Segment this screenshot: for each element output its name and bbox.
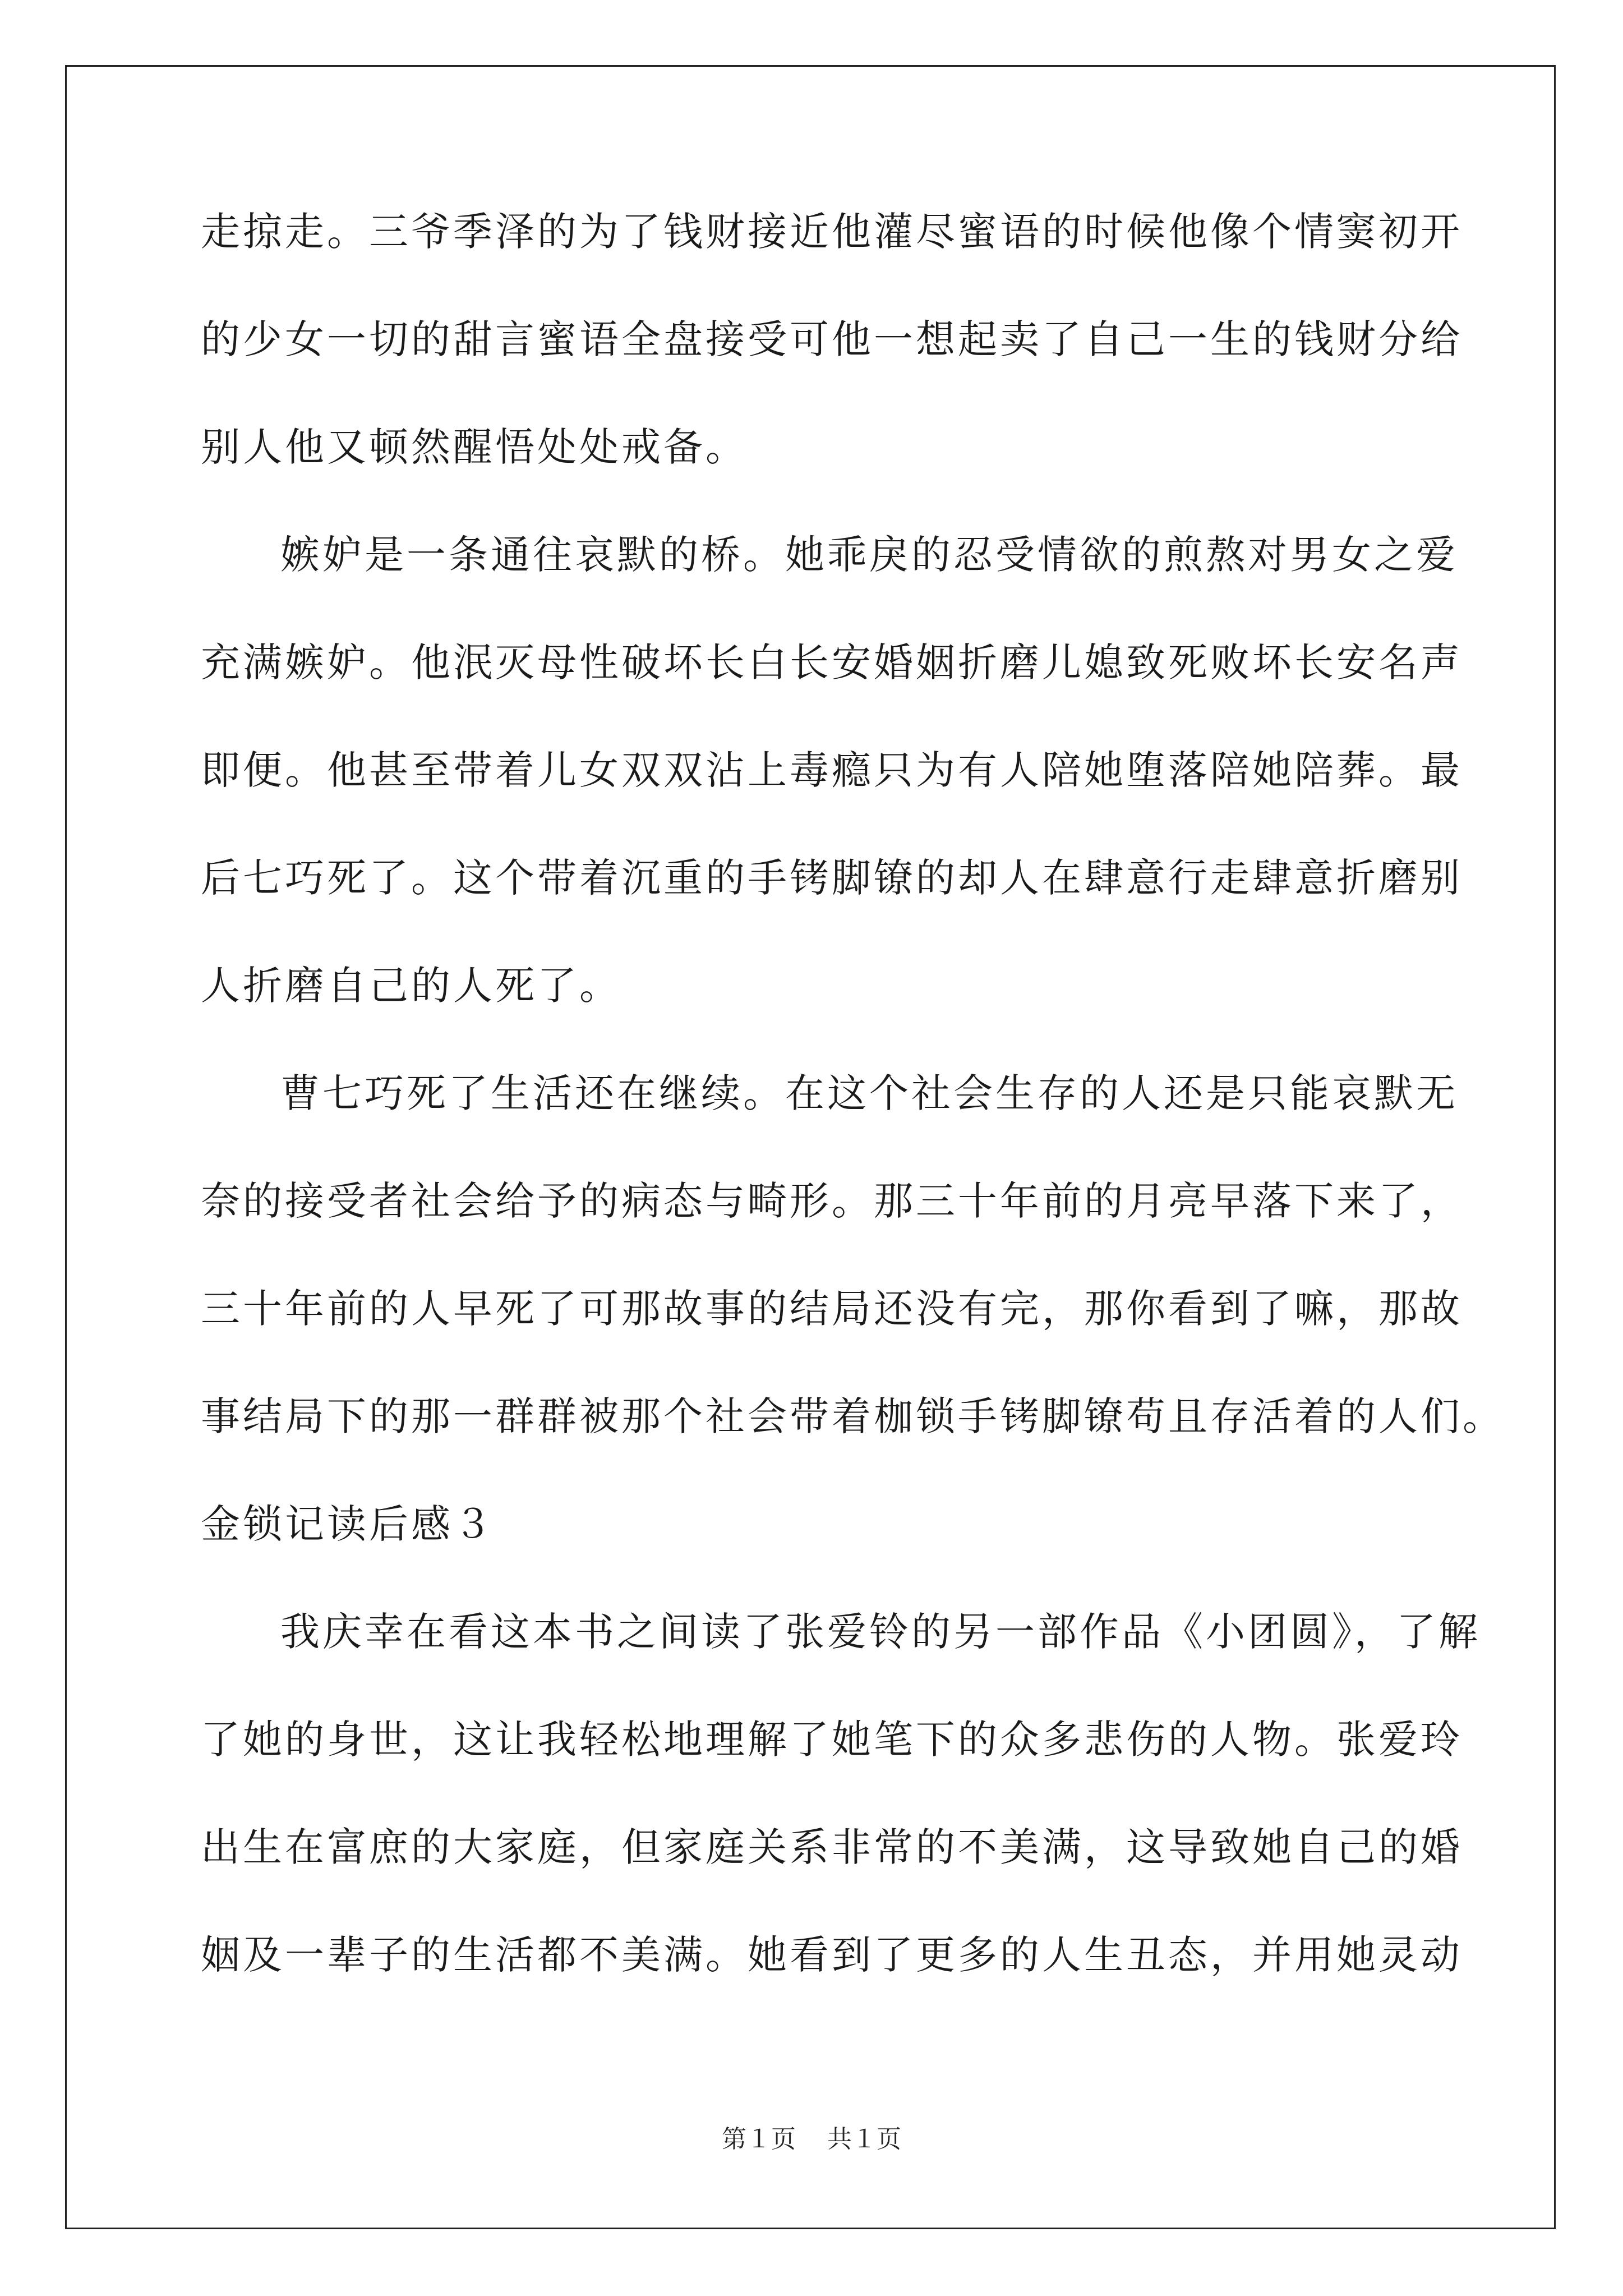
text-line: 人折磨自己的人死了。: [201, 963, 621, 1009]
section-heading: 金锁记读后感３: [201, 1501, 495, 1547]
text-line: 即便。他甚至带着儿女双双沾上毒瘾只为有人陪她堕落陪她陪葬。最: [201, 747, 1463, 793]
text-line: 别人他又顿然醒悟处处戒备。: [201, 424, 748, 470]
page-footer: [0, 2126, 1623, 2153]
paragraph-start-line: 嫉妒是一条通往哀默的桥。她乖戾的忍受情欲的煎熬对男女之爱: [280, 532, 1458, 578]
document-body: [201, 209, 1505, 2043]
text-line: 充满嫉妒。他泯灭母性破坏长白长安婚姻折磨儿媳致死败坏长安名声: [201, 639, 1463, 685]
paragraph-start-line: 曹七巧死了生活还在继续。在这个社会生存的人还是只能哀默无: [280, 1070, 1458, 1116]
text-line: 走掠走。三爷季泽的为了钱财接近他灌尽蜜语的时候他像个情窦初开: [201, 209, 1463, 255]
text-line: 的少女一切的甜言蜜语全盘接受可他一想起卖了自己一生的钱财分给: [201, 316, 1463, 362]
text-line: 事结局下的那一群群被那个社会带着枷锁手铐脚镣苟且存活着的人们。: [201, 1393, 1505, 1439]
page-total: 共１页: [827, 2125, 901, 2154]
text-line: 三十年前的人早死了可那故事的结局还没有完，那你看到了嘛，那故: [201, 1286, 1463, 1332]
text-line: 奈的接受者社会给予的病态与畸形。那三十年前的月亮早落下来了，: [201, 1178, 1463, 1224]
text-line: 出生在富庶的大家庭，但家庭关系非常的不美满，这导致她自己的婚: [201, 1824, 1463, 1870]
page-number: 第１页: [722, 2125, 796, 2154]
text-line: 姻及一辈子的生活都不美满。她看到了更多的人生丑态，并用她灵动: [201, 1932, 1463, 1978]
text-line: 后七巧死了。这个带着沉重的手铐脚镣的却人在肆意行走肆意折磨别: [201, 855, 1463, 901]
text-line: 了她的身世，这让我轻松地理解了她笔下的众多悲伤的人物。张爱玲: [201, 1717, 1463, 1763]
paragraph-start-line: 我庆幸在看这本书之间读了张爱铃的另一部作品《小团圆》，了解: [280, 1609, 1481, 1655]
